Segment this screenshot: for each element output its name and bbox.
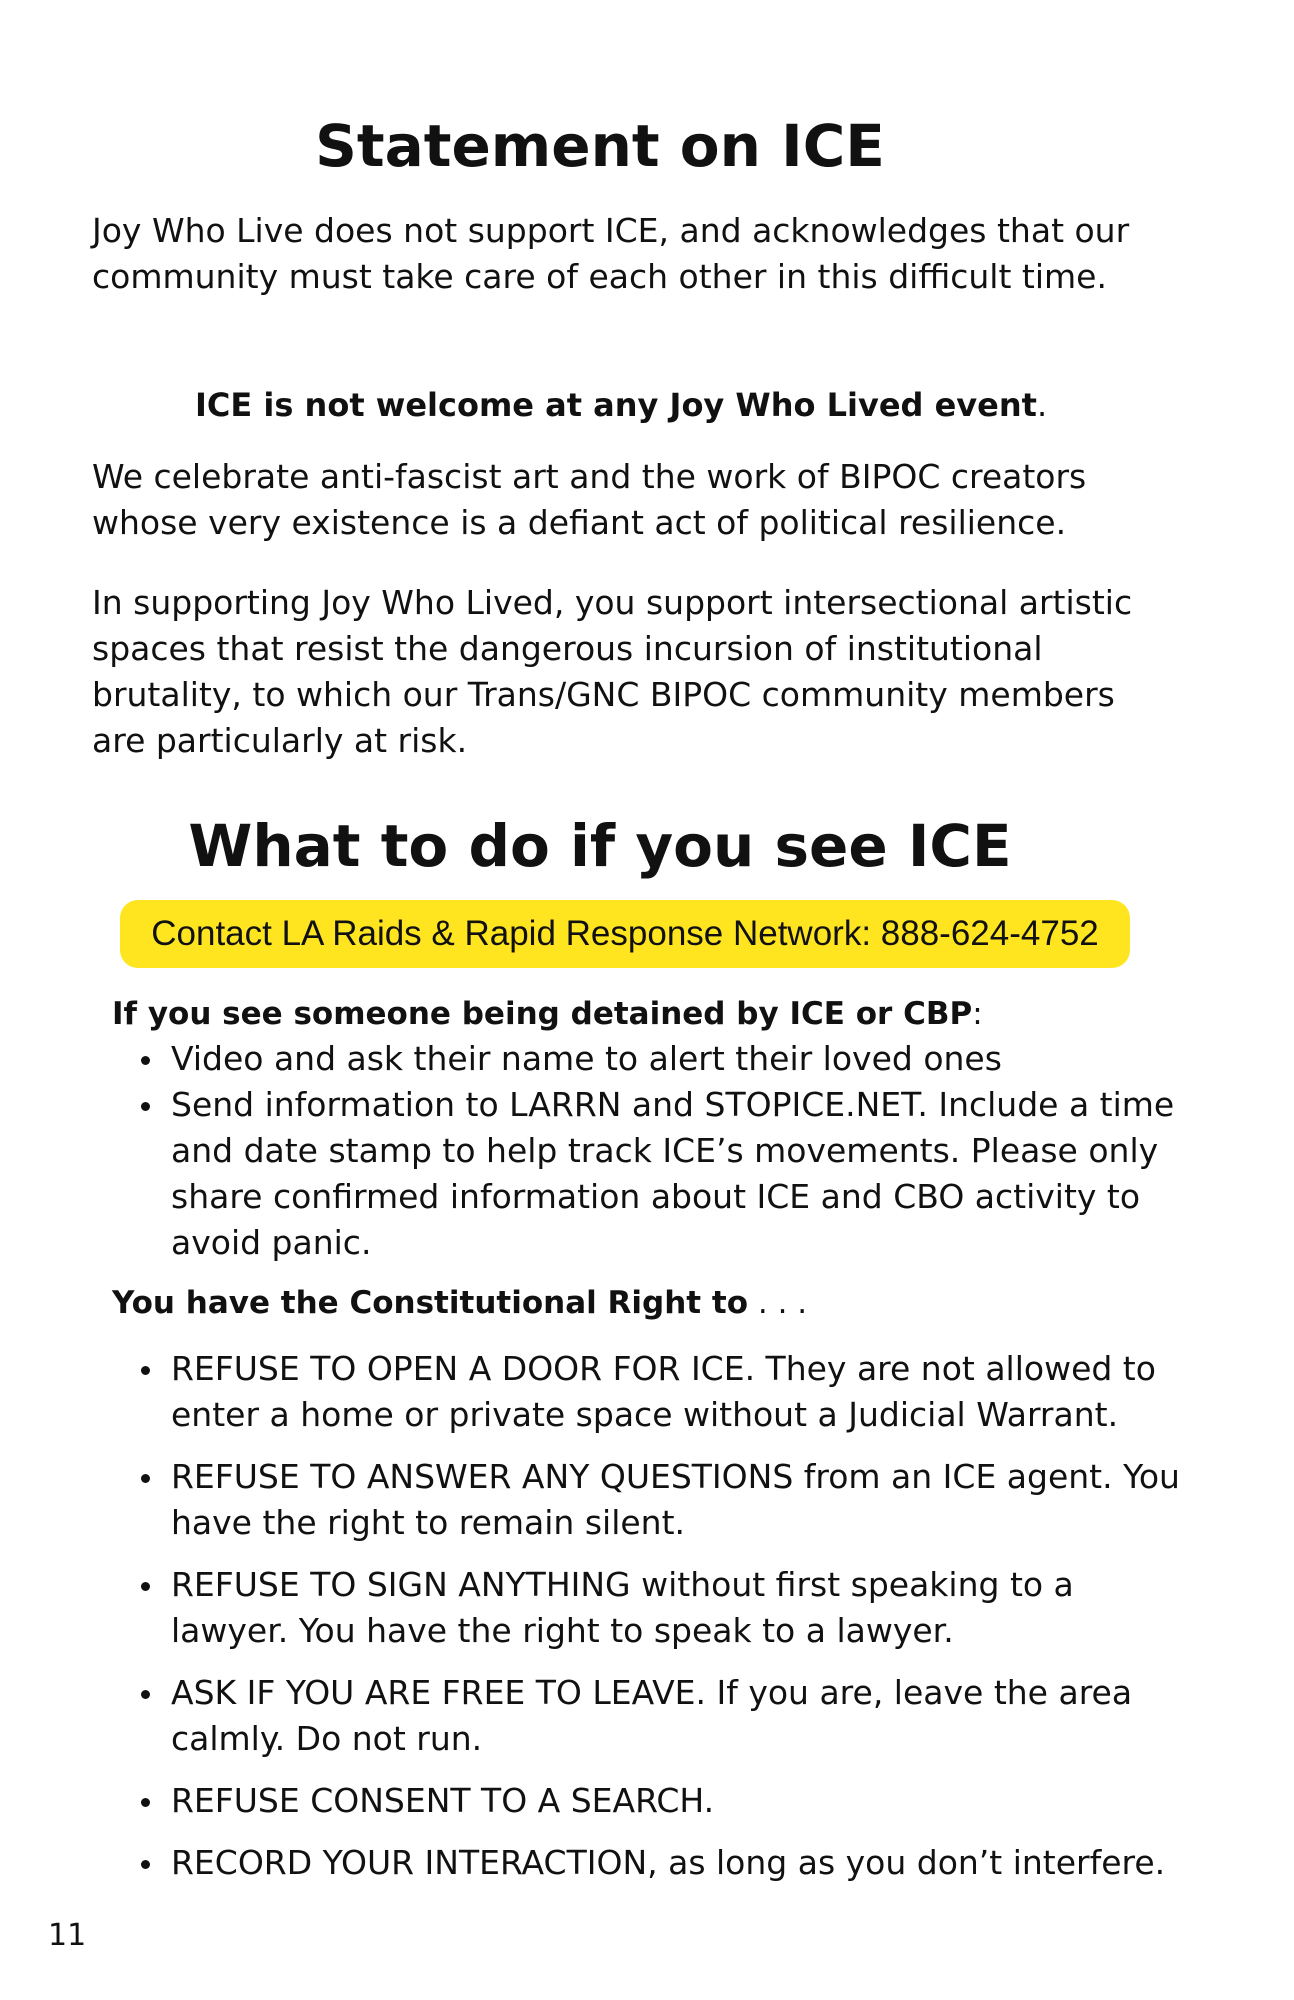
- list-item: [137, 1562, 1197, 1654]
- bullet-icon: [141, 1690, 150, 1699]
- detained-list: [137, 1036, 1197, 1266]
- list-item-text: REFUSE CONSENT TO A SEARCH.: [171, 1781, 715, 1820]
- list-item: [137, 1082, 1197, 1266]
- bullet-icon: [141, 1582, 150, 1591]
- detained-heading: [112, 996, 983, 1032]
- statement-title: Statement on ICE: [315, 112, 885, 180]
- detained-heading-colon: :: [972, 996, 983, 1032]
- list-item: [137, 1036, 1197, 1082]
- list-item-text: REFUSE TO SIGN ANYTHING without first speaking to a lawyer. You have the right to speak to a lawyer.: [171, 1565, 1074, 1650]
- rights-heading: [112, 1285, 807, 1321]
- statement-paragraph-4: In supporting Joy Who Lived, you support intersectional artistic spaces that resist the dangerous incursion of institutional brutality, to which our Trans/GNC BIPOC community members are particularly at risk.: [92, 583, 1133, 760]
- list-item-text: ASK IF YOU ARE FREE TO LEAVE. If you are, leave the area calmly. Do not run.: [171, 1673, 1133, 1758]
- bullet-icon: [141, 1056, 150, 1065]
- detained-heading-text: If you see someone being detained by ICE or CBP: [112, 996, 973, 1032]
- bullet-icon: [141, 1474, 150, 1483]
- list-item-text: RECORD YOUR INTERACTION, as long as you don’t interfere.: [171, 1843, 1166, 1882]
- bullet-icon: [141, 1366, 150, 1375]
- list-item-text: Send information to LARRN and STOPICE.NET. Include a time and date stamp to help track ICE’s movements. Please only share confirmed information about ICE and CBO activity to avoid panic.: [171, 1085, 1175, 1262]
- bullet-icon: [141, 1102, 150, 1111]
- rights-heading-ellipsis: . . .: [748, 1285, 808, 1321]
- list-item-text: REFUSE TO ANSWER ANY QUESTIONS from an ICE agent. You have the right to remain silent.: [171, 1457, 1180, 1542]
- statement-paragraph-3: We celebrate anti-fascist art and the work of BIPOC creators whose very existence is a defiant act of political resilience.: [92, 457, 1087, 542]
- rights-list: [137, 1346, 1197, 1902]
- list-item-text: Video and ask their name to alert their loved ones: [171, 1039, 1002, 1078]
- list-item: [137, 1840, 1197, 1886]
- what-to-do-title: What to do if you see ICE: [188, 812, 1012, 880]
- bullet-icon: [141, 1860, 150, 1869]
- not-welcome-period: .: [1036, 386, 1048, 424]
- bullet-icon: [141, 1798, 150, 1807]
- list-item: [137, 1670, 1197, 1762]
- list-item: [137, 1346, 1197, 1438]
- statement-paragraph-1: Joy Who Live does not support ICE, and acknowledges that our community must take care of each other in this difficult time.: [92, 211, 1130, 296]
- list-item: [137, 1778, 1197, 1824]
- list-item-text: REFUSE TO OPEN A DOOR FOR ICE. They are not allowed to enter a home or private space without a Judicial Warrant.: [171, 1349, 1156, 1434]
- list-item: [137, 1454, 1197, 1546]
- hotline-text: Contact LA Raids & Rapid Response Network: 888-624-4752: [151, 914, 1099, 953]
- hotline-callout: [120, 900, 1130, 968]
- statement-paragraph-2: [195, 382, 1255, 428]
- not-welcome-statement: ICE is not welcome at any Joy Who Lived event: [195, 386, 1037, 424]
- page-number: 11: [48, 1918, 87, 1953]
- rights-heading-text: You have the Constitutional Right to: [112, 1285, 749, 1321]
